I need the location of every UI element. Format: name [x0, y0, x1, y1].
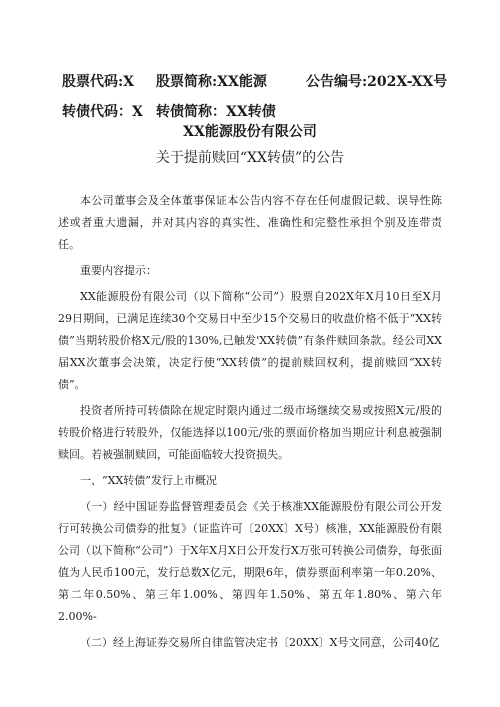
- redemption-trigger-paragraph: XX能源股份有限公司（以下简称“公司”）股票自202X年X月10日至X月29日期间，已满足连续30个交易日中至少15个交易日的收盘价格不低于“XX转债”当期转股价格X元/股的130%,已触发'XX转债”有条件赎回条款。经公司XX届XX次董事会决策，决定行使“XX转债”的提前赎回权利，提前赎回“XX转债”。: [58, 290, 442, 391]
- header-block: [62, 66, 447, 126]
- listing-approval-paragraph: （二）经上海证券交易所自律监管决定书〔20XX〕X号文同意，公司40亿: [80, 636, 440, 649]
- stock-abbreviation: 股票简称:XX能源: [156, 74, 267, 90]
- bond-abbreviation: 转债简称：XX转债: [156, 104, 276, 120]
- issuance-approval-paragraph: （一）经中国证券监督管理委员会《关于核准XX能源股份有限公司公开发行可转换公司债券的批复》（证监许可〔20XX〕X号）核准，XX能源股份有限公司（以下简称“公司”）于X年X月X日公开发行X万张可转换公司债券，每张面值为人民币100元，发行总数X亿元，期限6年，债券票面利率第一年0.20%、第二年0.50%、第三年1.00%、第四年1.50%、第五年1.80%、第六年2.00%-: [58, 500, 442, 623]
- header-row-stock: [62, 66, 447, 96]
- company-title: XX能源股份有限公司: [183, 124, 317, 140]
- announcement-title: 关于提前赎回“XX转债”的公告: [155, 150, 345, 166]
- announcement-body: [58, 190, 442, 654]
- disclaimer-paragraph: 本公司董事会及全体董事保证本公告内容不存在任何虚假记载、误导性陈述或者重大遗漏，并对其内容的真实性、准确性和完整性承担个别及连带责任。: [58, 194, 442, 251]
- investor-warning-paragraph: 投资者所持可转债除在规定时限内通过二级市场继续交易或按照X元/股的转股价格进行转股外，仅能选择以100元/张的票面价格加当期应计利息被强制赎回。若被强制赎回，可能面临较大投资损失。: [58, 404, 442, 461]
- stock-code: 股票代码:X: [62, 74, 135, 90]
- notice-number: 公告编号:202X-XX号: [306, 74, 448, 90]
- bond-code: 转债代码：X: [62, 104, 143, 120]
- key-points-heading: 重要内容提示：: [80, 264, 157, 277]
- section-heading-issuance: 一、“XX转债”发行上市概况: [80, 474, 217, 487]
